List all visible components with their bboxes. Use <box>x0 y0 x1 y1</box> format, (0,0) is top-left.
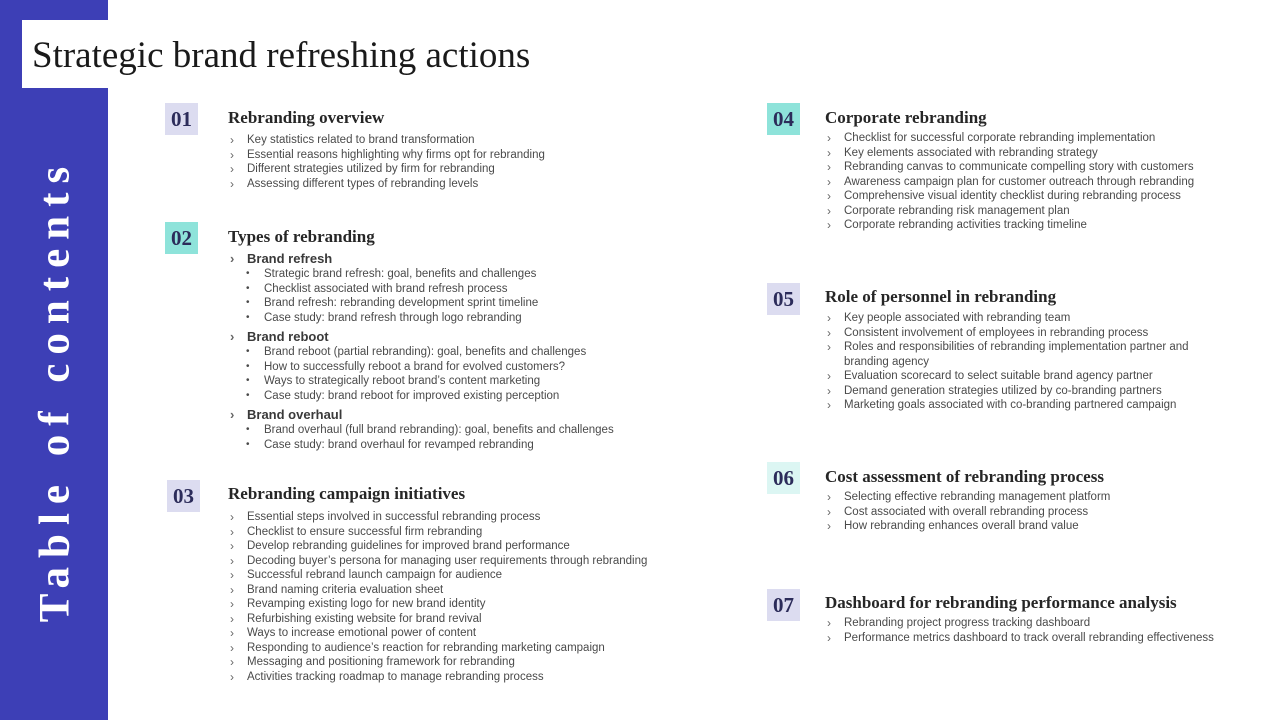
section-number-07: 07 <box>767 589 800 621</box>
list-item: • Case study: brand refresh through logo rebranding <box>228 311 668 326</box>
section-number-05: 05 <box>767 283 800 315</box>
list-item: › Marketing goals associated with co-branding partnered campaign <box>825 398 1225 413</box>
list-item: › Brand naming criteria evaluation sheet <box>228 583 688 598</box>
list-item: › Successful rebrand launch campaign for audience <box>228 568 688 583</box>
section-title-01: Rebranding overview <box>228 108 385 127</box>
section-title-07: Dashboard for rebranding performance analysis <box>825 593 1177 612</box>
section-number-01: 01 <box>165 103 198 135</box>
list-item: › Different strategies utilized by firm for rebranding <box>228 162 648 177</box>
list-item: › Decoding buyer’s persona for managing user requirements through rebranding <box>228 554 688 569</box>
list-item: › Key people associated with rebranding team <box>825 311 1225 326</box>
list-item: › Corporate rebranding activities tracking timeline <box>825 218 1245 233</box>
section-items-03 <box>228 510 688 684</box>
list-item: • Case study: brand reboot for improved existing perception <box>228 389 668 404</box>
list-item: • Case study: brand overhaul for revamped rebranding <box>228 438 668 453</box>
section-number-04: 04 <box>767 103 800 135</box>
subsection-brand-overhaul <box>228 407 668 452</box>
list-item: • Brand reboot (partial rebranding): goal, benefits and challenges <box>228 345 668 360</box>
list-item: › Assessing different types of rebranding levels <box>228 177 648 192</box>
list-item: › Refurbishing existing website for brand revival <box>228 612 688 627</box>
subsection-title: › Brand reboot <box>228 329 668 345</box>
section-number-03: 03 <box>167 480 200 512</box>
list-item: › Key elements associated with rebranding strategy <box>825 146 1245 161</box>
list-item: › Awareness campaign plan for customer outreach through rebranding <box>825 175 1245 190</box>
list-item: › Essential steps involved in successful rebranding process <box>228 510 688 525</box>
list-item: • How to successfully reboot a brand for evolved customers? <box>228 360 668 375</box>
list-item: › Demand generation strategies utilized by co-branding partners <box>825 384 1225 399</box>
list-item: › Consistent involvement of employees in rebranding process <box>825 326 1225 341</box>
list-item: • Strategic brand refresh: goal, benefits and challenges <box>228 267 668 282</box>
section-number-02: 02 <box>165 222 198 254</box>
list-item: • Brand overhaul (full brand rebranding): goal, benefits and challenges <box>228 423 668 438</box>
section-items-06 <box>825 490 1245 534</box>
list-item: › Ways to increase emotional power of content <box>228 626 688 641</box>
section-items-04 <box>825 131 1245 233</box>
list-item: › Activities tracking roadmap to manage rebranding process <box>228 670 688 685</box>
list-item: › Rebranding project progress tracking dashboard <box>825 616 1225 631</box>
section-items-05 <box>825 311 1225 413</box>
list-item: › Rebranding canvas to communicate compelling story with customers <box>825 160 1245 175</box>
list-item: › Checklist for successful corporate rebranding implementation <box>825 131 1245 146</box>
subsection-brand-reboot <box>228 329 668 403</box>
list-item: › Performance metrics dashboard to track overall rebranding effectiveness <box>825 631 1225 646</box>
list-item: › Comprehensive visual identity checklist during rebranding process <box>825 189 1245 204</box>
section-title-03: Rebranding campaign initiatives <box>228 484 466 503</box>
section-items-01 <box>228 133 648 191</box>
list-item: › Cost associated with overall rebranding process <box>825 505 1245 520</box>
page-title: Strategic brand refreshing actions <box>32 35 531 76</box>
table-of-contents-label: Table of contents <box>31 157 79 623</box>
subsection-title: › Brand refresh <box>228 251 668 267</box>
section-title-04: Corporate rebranding <box>825 108 987 127</box>
list-item: › Essential reasons highlighting why firms opt for rebranding <box>228 148 648 163</box>
subsection-title: › Brand overhaul <box>228 407 668 423</box>
section-title-06: Cost assessment of rebranding process <box>825 467 1104 486</box>
list-item: • Brand refresh: rebranding development sprint timeline <box>228 296 668 311</box>
list-item: › Checklist to ensure successful firm rebranding <box>228 525 688 540</box>
section-title-05: Role of personnel in rebranding <box>825 287 1057 306</box>
list-item: › Responding to audience’s reaction for rebranding marketing campaign <box>228 641 688 656</box>
list-item: › Selecting effective rebranding management platform <box>825 490 1245 505</box>
section-title-02: Types of rebranding <box>228 227 375 246</box>
section-number-06: 06 <box>767 462 800 494</box>
section-groups-02 <box>228 251 668 456</box>
list-item: › Develop rebranding guidelines for improved brand performance <box>228 539 688 554</box>
subsection-brand-refresh <box>228 251 668 325</box>
list-item: › Key statistics related to brand transformation <box>228 133 648 148</box>
list-item: › Corporate rebranding risk management plan <box>825 204 1245 219</box>
list-item: › How rebranding enhances overall brand value <box>825 519 1245 534</box>
list-item: • Ways to strategically reboot brand’s content marketing <box>228 374 668 389</box>
section-items-07 <box>825 616 1225 645</box>
list-item: › Roles and responsibilities of rebranding implementation partner and branding agency <box>825 340 1225 369</box>
list-item: › Evaluation scorecard to select suitable brand agency partner <box>825 369 1225 384</box>
list-item: › Revamping existing logo for new brand identity <box>228 597 688 612</box>
list-item: • Checklist associated with brand refresh process <box>228 282 668 297</box>
list-item: › Messaging and positioning framework for rebranding <box>228 655 688 670</box>
